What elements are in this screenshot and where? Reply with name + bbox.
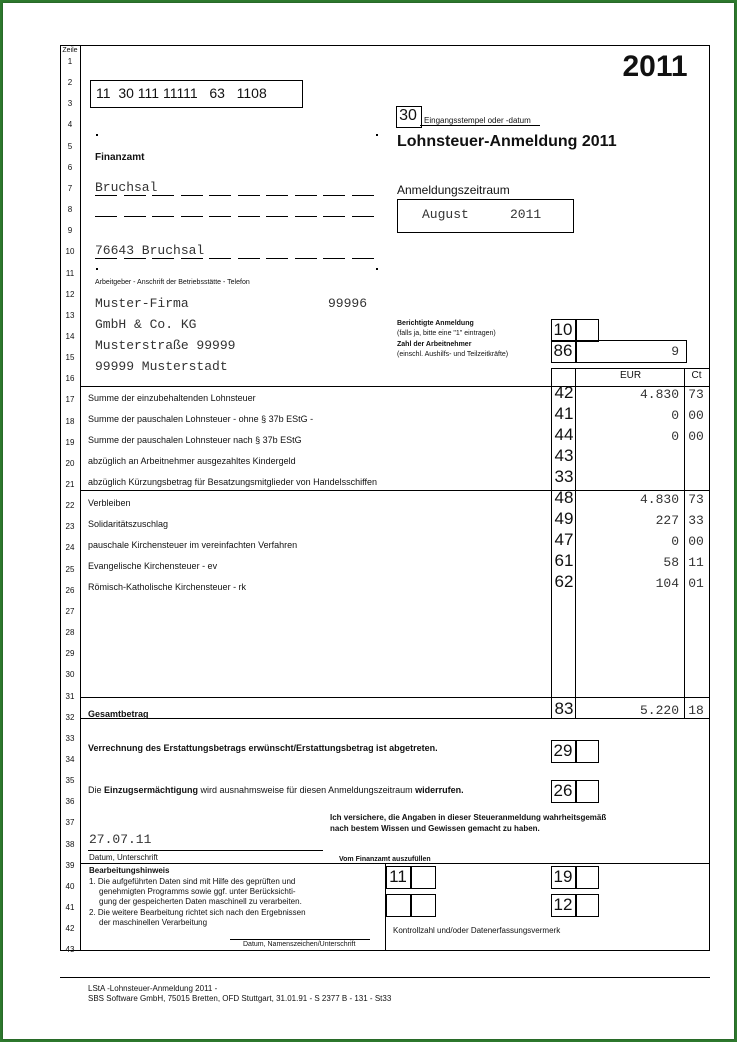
line-label: pauschale Kirchensteuer im vereinfachten Verfahren [88, 540, 298, 550]
period-year: 2011 [510, 207, 542, 222]
form-title: Lohnsteuer-Anmeldung 2011 [397, 133, 617, 150]
row-number: 22 [65, 501, 75, 511]
row-number: 17 [65, 395, 75, 405]
note-1b: genehmigten Programms sowie ggf. unter Berücksichti- [99, 887, 296, 896]
office-entry-b[interactable] [575, 866, 599, 889]
signature-label: Datum, Unterschrift [89, 853, 158, 862]
line-eur: 4.830 [639, 387, 679, 402]
line-code: 48 [554, 488, 574, 507]
row-number: 41 [65, 903, 75, 912]
tax-number: 11 30 111 11111 63 1108 [96, 85, 267, 101]
office-date-sign: Datum, Namenszeichen/Unterschrift [243, 941, 356, 948]
dash-segment [152, 195, 174, 196]
dash-segment [295, 216, 317, 217]
row-number: 31 [65, 691, 75, 701]
line-code: 42 [554, 383, 574, 402]
row-number: 13 [65, 310, 75, 320]
note-2b: der maschinellen Verarbeitung [99, 918, 208, 927]
dash-segment [238, 258, 260, 259]
employees-value: 9 [671, 344, 679, 359]
direct-debit-code: 26 [553, 781, 573, 800]
dash-segment [95, 195, 117, 196]
dash-segment [124, 195, 146, 196]
note-1c: gung der gespeicherten Daten maschinell zu verarbeiten. [99, 897, 302, 906]
row-number: 19 [65, 437, 75, 447]
corrected-code: 10 [553, 320, 573, 339]
line-label: abzüglich an Arbeitnehmer ausgezahltes Kindergeld [88, 456, 296, 466]
row-number: 33 [65, 733, 75, 743]
frame-right [709, 45, 710, 951]
dash-segment [352, 258, 374, 259]
corner-mark [96, 134, 98, 136]
row-number: 6 [67, 162, 73, 172]
line-label: Summe der pauschalen Lohnsteuer nach § 37b EStG [88, 435, 302, 445]
line-label: Solidaritätszuschlag [88, 519, 169, 529]
row-number: 16 [65, 374, 75, 384]
row-number: 23 [65, 522, 75, 532]
line-label: Verbleiben [88, 498, 131, 508]
row-number: 38 [65, 839, 75, 849]
row-number: 32 [65, 712, 75, 722]
row-number: 14 [65, 331, 75, 341]
employer-label: Arbeitgeber - Anschrift der Betriebsstätte - Telefon [95, 279, 250, 286]
total-bottom-line [80, 718, 710, 719]
footer-line [60, 977, 710, 978]
line-code: 43 [554, 446, 574, 465]
row-number: 5 [67, 141, 73, 151]
form-year: 2011 [622, 50, 688, 83]
dash-segment [209, 258, 231, 259]
employer-line1: Muster-Firma [95, 296, 189, 311]
corner-mark [376, 134, 378, 136]
office-entry-a[interactable] [410, 866, 436, 889]
row-number: 43 [65, 945, 75, 955]
signature-date: 27.07.11 [89, 832, 152, 847]
line-label: Evangelische Kirchensteuer - ev [88, 561, 218, 571]
refund-code: 29 [553, 741, 573, 760]
line-eur: 227 [655, 513, 679, 528]
employer-line3: Musterstraße 99999 [95, 338, 236, 353]
dash-segment [152, 216, 174, 217]
line-code: 47 [554, 530, 574, 549]
finanzamt-name: Bruchsal [95, 180, 158, 195]
row-number: 35 [65, 776, 75, 786]
office-entry-c[interactable] [575, 894, 599, 917]
employees-title: Zahl der Arbeitnehmer [397, 341, 472, 348]
row-number: 8 [67, 205, 73, 215]
line-label: abzüglich Kürzungsbetrag für Besatzungsmitglieder von Handelsschiffen [88, 477, 378, 487]
row-number: 9 [67, 226, 73, 236]
finanzamt-label: Finanzamt [95, 152, 145, 163]
dash-segment [209, 216, 231, 217]
row-number: 25 [65, 564, 75, 574]
total-eur: 5.220 [639, 703, 679, 718]
row-number: 18 [65, 416, 75, 426]
dash-segment [295, 195, 317, 196]
stamp-underline [420, 125, 540, 126]
line-ct: 73 [688, 492, 704, 507]
row-number: 3 [67, 99, 73, 109]
line-ct: 33 [688, 513, 704, 528]
direct-debit-label: Die Einzugsermächtigung wird ausnahmsweise für diesen Anmeldungszeitraum widerrufen. [88, 785, 464, 795]
row-number: 11 [65, 268, 75, 278]
line-code: 49 [554, 509, 574, 528]
dash-segment [295, 258, 317, 259]
employees-hint: (einschl. Aushilfs- und Teilzeitkräfte) [397, 351, 509, 358]
row-number: 4 [67, 120, 73, 130]
dash-segment [266, 195, 288, 196]
dash-segment [352, 216, 374, 217]
dash-segment [323, 258, 345, 259]
dash-segment [95, 258, 117, 259]
row-number: 2 [67, 78, 73, 88]
row-number: 34 [65, 754, 75, 764]
row-number: 10 [65, 247, 75, 257]
dash-segment [238, 216, 260, 217]
office-code-c: 12 [553, 895, 573, 914]
subtotal-divider [80, 490, 710, 491]
line-code: 44 [554, 425, 574, 444]
line-ct: 00 [688, 534, 704, 549]
corrected-entry[interactable] [575, 319, 599, 342]
row-number: 30 [65, 670, 75, 680]
frame-left [60, 45, 61, 951]
total-ct: 18 [688, 703, 704, 718]
row-number: 20 [65, 458, 75, 468]
corrected-title: Berichtigte Anmeldung [397, 320, 474, 327]
office-entry-blank[interactable] [386, 894, 412, 917]
employer-line2: GmbH & Co. KG [95, 317, 197, 332]
line-code: 62 [554, 572, 574, 591]
line-code: 61 [554, 551, 574, 570]
row-number: 42 [65, 924, 75, 934]
dash-segment [352, 195, 374, 196]
finanzamt-city: 76643 Bruchsal [95, 243, 205, 258]
dash-segment [323, 195, 345, 196]
row-number: 21 [65, 480, 75, 489]
ct-header: Ct [691, 370, 702, 381]
office-entry-blank[interactable] [410, 894, 436, 917]
eur-header: EUR [619, 370, 642, 381]
corner-mark [96, 268, 98, 270]
line-eur: 104 [655, 576, 679, 591]
office-heading: Vom Finanzamt auszufüllen [339, 856, 431, 863]
row-number: 28 [65, 628, 75, 638]
line-ct: 73 [688, 387, 704, 402]
line-label: Summe der pauschalen Lohnsteuer - ohne § 37b EStG - [88, 414, 314, 424]
row-number: 26 [65, 585, 75, 595]
declaration-line2: nach bestem Wissen und Gewissen gemacht zu haben. [330, 824, 540, 833]
dash-segment [124, 258, 146, 259]
code-column-line [551, 368, 552, 718]
zeile-label: Zeile [62, 47, 78, 54]
row-number: 39 [65, 860, 75, 870]
row-number: 37 [65, 818, 75, 828]
dash-segment [266, 216, 288, 217]
employer-phone: 99996 [328, 296, 368, 311]
line-eur: 0 [671, 534, 679, 549]
signature-line [88, 850, 323, 851]
frame-top [60, 45, 710, 46]
employer-line4: 99999 Musterstadt [95, 359, 228, 374]
refund-entry[interactable] [575, 740, 599, 763]
row-number: 15 [65, 353, 75, 363]
corrected-hint: (falls ja, bitte eine "1" eintragen) [397, 330, 496, 337]
total-divider [80, 697, 710, 698]
line-label: Summe der einzubehaltenden Lohnsteuer [88, 393, 256, 403]
rownum-divider [80, 45, 81, 951]
control-label: Kontrollzahl und/oder Datenerfassungsvermerk [393, 926, 561, 935]
office-code-b: 19 [553, 867, 573, 886]
line-ct: 00 [688, 429, 704, 444]
direct-debit-entry[interactable] [575, 780, 599, 803]
line-ct: 00 [688, 408, 704, 423]
footer-line1: LStA -Lohnsteuer-Anmeldung 2011 - [88, 984, 218, 993]
dash-segment [95, 216, 117, 217]
row-number: 29 [65, 649, 75, 659]
line-eur: 4.830 [639, 492, 679, 507]
line-ct: 11 [688, 555, 704, 570]
line-eur: 58 [663, 555, 679, 570]
row-number: 24 [65, 543, 75, 553]
corner-mark [376, 268, 378, 270]
dash-segment [181, 195, 203, 196]
dash-segment [323, 216, 345, 217]
line-code: 41 [554, 404, 574, 423]
eur-column-line [575, 368, 576, 718]
row-number: 12 [65, 289, 75, 299]
total-label: Gesamtbetrag [88, 709, 149, 719]
line-eur: 0 [671, 408, 679, 423]
note-title: Bearbeitungshinweis [89, 866, 170, 875]
line-label: Römisch-Katholische Kirchensteuer - rk [88, 582, 247, 592]
line-ct: 01 [688, 576, 704, 591]
refund-label: Verrechnung des Erstattungsbetrags erwünscht/Erstattungsbetrag ist abgetreten. [88, 743, 438, 753]
note-2a: 2. Die weitere Bearbeitung richtet sich nach den Ergebnissen [89, 908, 306, 917]
period-label: Anmeldungszeitraum [397, 183, 510, 197]
footer-line2: SBS Software GmbH, 75015 Bretten, OFD Stuttgart, 31.01.91 - S 2377 B - 131 - St33 [88, 994, 392, 1003]
employees-code: 86 [553, 341, 573, 360]
total-code: 83 [554, 699, 574, 718]
dash-segment [124, 216, 146, 217]
row-number: 7 [67, 183, 73, 193]
dash-segment [152, 258, 174, 259]
office-top-line [80, 863, 710, 864]
dash-segment [181, 258, 203, 259]
line-eur: 0 [671, 429, 679, 444]
row-number: 36 [65, 797, 75, 807]
office-code-a: 11 [389, 867, 407, 886]
declaration-line1: Ich versichere, die Angaben in dieser Steueranmeldung wahrheitsgemäß [330, 813, 607, 822]
dash-segment [181, 216, 203, 217]
line-code: 33 [554, 467, 574, 486]
dash-segment [209, 195, 231, 196]
note-1a: 1. Die aufgeführten Daten sind mit Hilfe des geprüften und [89, 877, 296, 886]
dash-segment [266, 258, 288, 259]
stamp-code: 30 [399, 107, 417, 124]
row-number: 40 [65, 881, 75, 891]
stamp-label: Eingangsstempel oder -datum [424, 116, 531, 125]
period-month: August [422, 207, 469, 222]
dash-segment [238, 195, 260, 196]
office-sign-line [230, 939, 370, 940]
row-number: 1 [67, 57, 73, 66]
row-number: 27 [65, 606, 75, 616]
